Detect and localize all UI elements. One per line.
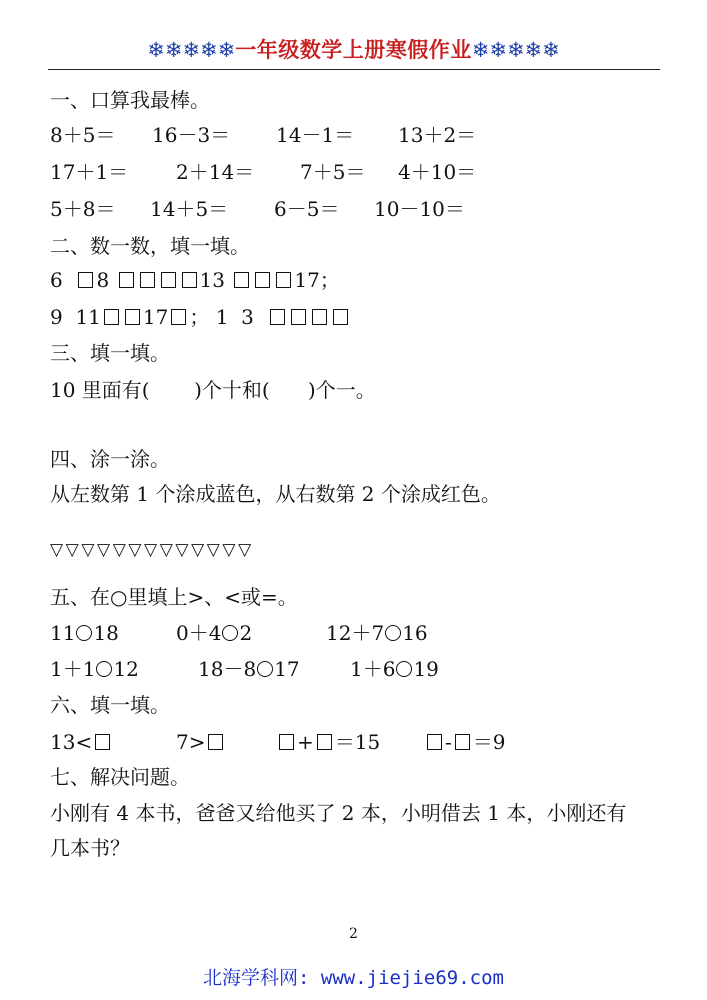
tens-ones-question	[50, 378, 376, 402]
compare-circle	[222, 625, 238, 641]
compare-item: 18－8 17	[198, 657, 300, 681]
compare-item: 1＋6 19	[350, 657, 439, 681]
compare-item: 11 18	[50, 621, 119, 645]
blank-box	[427, 734, 442, 750]
seq-number: 1	[215, 305, 229, 329]
blank-box	[78, 272, 93, 288]
blank-box	[255, 272, 270, 288]
blank-box	[95, 734, 110, 750]
arith-item: 17＋1＝	[50, 160, 129, 184]
blank-box	[270, 309, 285, 325]
question-text: )个一。	[307, 378, 376, 402]
question-text: )个十和(	[194, 378, 270, 402]
coloring-instruction: 从左数第 1 个涂成蓝色，从右数第 2 个涂成红色。	[50, 482, 501, 506]
section6-title: 六、填一填。	[50, 693, 170, 717]
arith-item: 13＋2＝	[398, 123, 477, 147]
arith-item: 14＋5＝	[150, 197, 229, 221]
section2-title: 二、数一数，填一填。	[50, 234, 250, 258]
seq-number: 17	[142, 305, 169, 329]
seq-number: 6	[50, 268, 63, 292]
compare-item: 0＋4 2	[176, 621, 253, 645]
compare-circle	[257, 661, 273, 677]
compare-circle	[96, 661, 112, 677]
arith-item: 5＋8＝	[50, 197, 116, 221]
compare-item: 1＋1 12	[50, 657, 139, 681]
question-text: 10 里面有(	[50, 378, 150, 402]
triangle-row: ▽▽▽▽▽▽▽▽▽▽▽▽▽	[50, 540, 254, 560]
blank-box	[161, 272, 176, 288]
seq-number: 17；	[294, 268, 340, 292]
blank-box	[171, 309, 186, 325]
section3-title: 三、填一填。	[50, 341, 170, 365]
blank-box	[317, 734, 332, 750]
document-header	[0, 34, 707, 64]
header-divider	[48, 69, 660, 70]
section7-title: 七、解决问题。	[50, 765, 190, 789]
header-title: 一年级数学上册寒假作业	[235, 38, 472, 62]
word-problem-line-1: 小刚有 4 本书，爸爸又给他买了 2 本，小明借去 1 本，小刚还有	[50, 801, 627, 825]
arith-item: 14－1＝	[276, 123, 355, 147]
blank-box	[333, 309, 348, 325]
section1-title: 一、口算我最棒。	[50, 88, 210, 112]
snowflake-icons-left: ❄❄❄❄❄	[147, 38, 236, 62]
blank-box	[125, 309, 140, 325]
arith-item: 16－3＝	[152, 123, 231, 147]
footer-site: 北海学科网: www.jiejie69.com	[203, 967, 504, 989]
blank-box	[276, 272, 291, 288]
blank-box	[119, 272, 134, 288]
arith-item: 7＋5＝	[300, 160, 366, 184]
seq-separator: ；	[189, 305, 210, 329]
arith-item: 4＋10＝	[398, 160, 477, 184]
arith-item: 6－5＝	[274, 197, 340, 221]
compare-circle	[76, 625, 92, 641]
blank-box	[234, 272, 249, 288]
fill-item: + ＝15	[276, 730, 380, 754]
section5-title: 五、在○里填上>、<或=。	[50, 585, 298, 609]
snowflake-icons-right: ❄❄❄❄❄	[471, 38, 560, 62]
page-number: 2	[349, 926, 358, 942]
blank-box	[455, 734, 470, 750]
seq-number: 11	[75, 305, 101, 329]
fill-item: 7>	[176, 730, 226, 754]
blank-box	[104, 309, 119, 325]
compare-item: 12＋7 16	[326, 621, 428, 645]
word-problem-line-2: 几本书？	[50, 836, 130, 860]
sequence-row-1	[50, 268, 340, 292]
sequence-row-2	[50, 305, 351, 329]
fill-item: - ＝9	[424, 730, 506, 754]
blank-box	[140, 272, 155, 288]
compare-circle	[396, 661, 412, 677]
fill-item: 13<	[50, 730, 113, 754]
arith-item: 2＋14＝	[176, 160, 255, 184]
blank-box	[291, 309, 306, 325]
seq-number: 3	[241, 305, 254, 329]
seq-number: 13	[199, 268, 225, 292]
seq-number: 8	[96, 268, 110, 292]
blank-box	[279, 734, 294, 750]
section4-title: 四、涂一涂。	[50, 447, 170, 471]
blank-box	[182, 272, 197, 288]
compare-circle	[385, 625, 401, 641]
blank-box	[208, 734, 223, 750]
arith-item: 10－10＝	[374, 197, 465, 221]
blank-box	[312, 309, 327, 325]
arith-item: 8＋5＝	[50, 123, 116, 147]
seq-number: 9	[50, 305, 63, 329]
